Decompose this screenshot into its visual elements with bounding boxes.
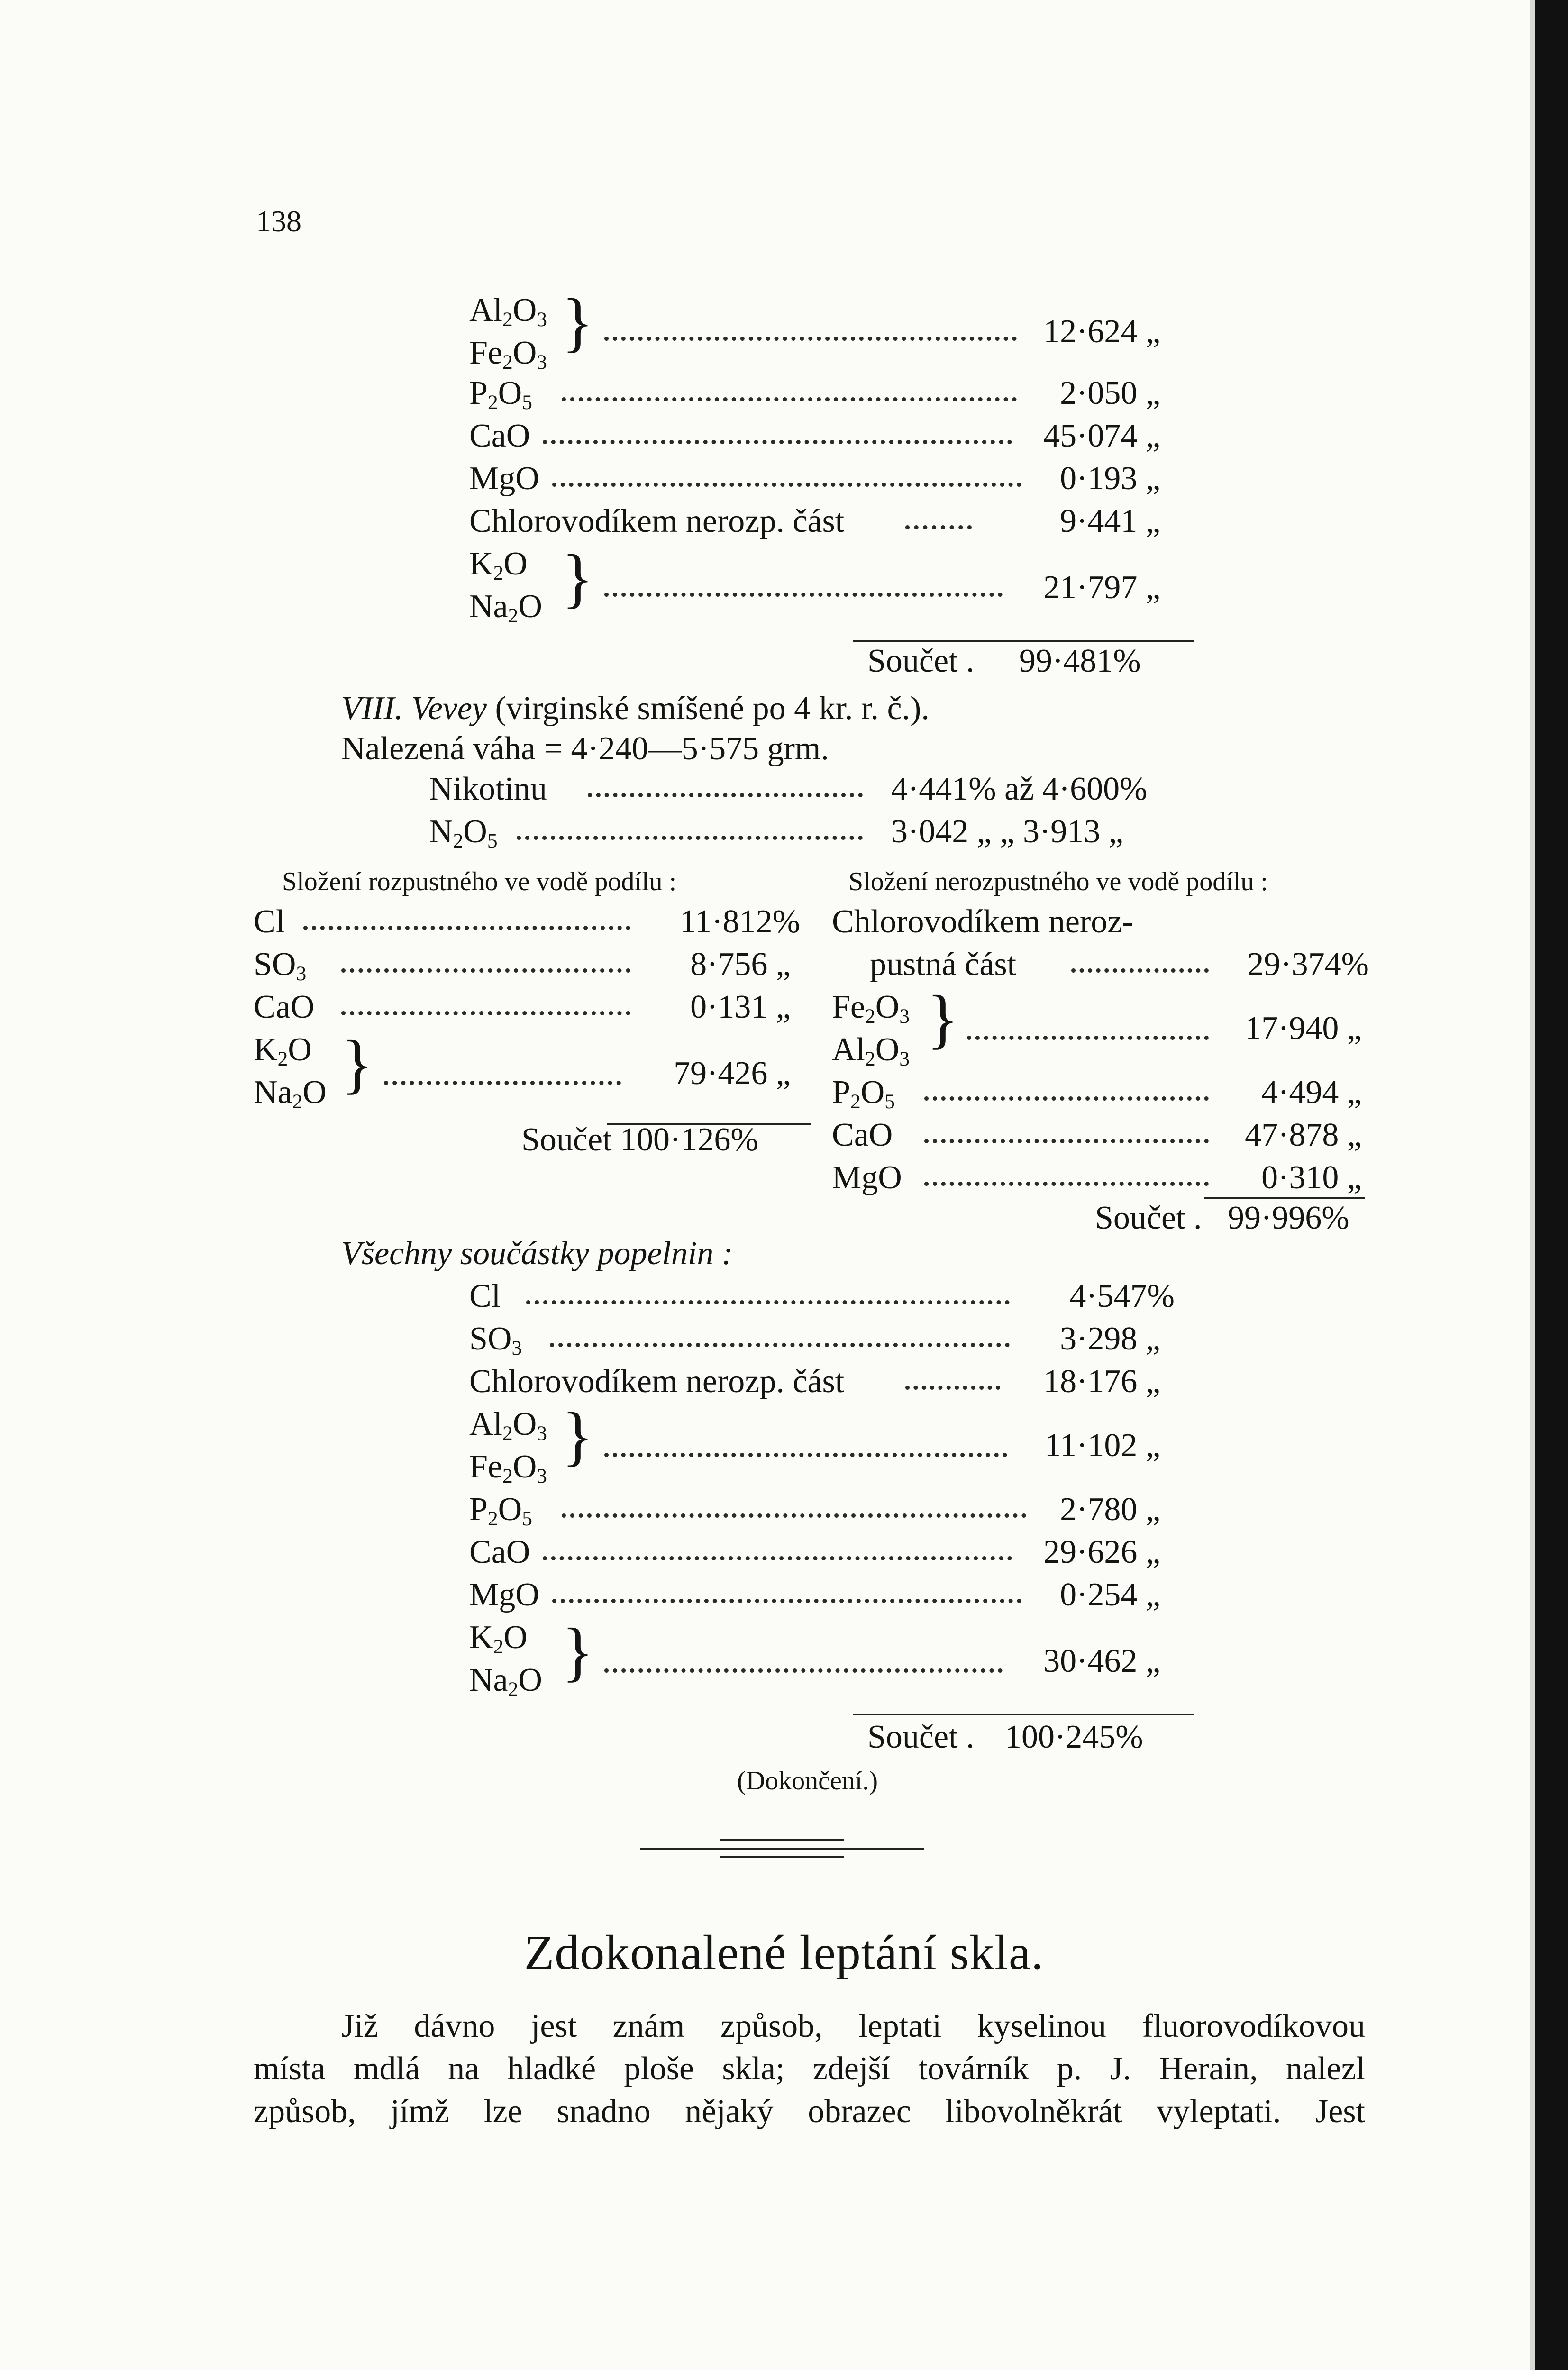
sum-label: Součet . <box>1095 1200 1202 1236</box>
section-heading-rest: (virginské smíšené po 4 kr. r. č.). <box>495 690 930 727</box>
sum-rule <box>853 1714 1194 1715</box>
dot-leader <box>604 337 1017 341</box>
scan-border <box>1535 0 1568 2370</box>
sum-value: 100·245% <box>1005 1719 1143 1755</box>
row-label: $Al_2O_3$ <box>469 292 547 331</box>
row-value: 2·780 „ <box>1060 1491 1160 1528</box>
section-name: Vevey <box>411 690 487 727</box>
row-label: $Fe_2O_3$ <box>469 335 547 374</box>
dot-leader <box>562 397 1017 401</box>
brace-icon: } <box>562 541 594 615</box>
row-label: $K_2O$ <box>254 1031 312 1070</box>
row-label: CaO <box>469 1534 530 1570</box>
section-number: VIII. <box>341 690 403 727</box>
sum-value: 99·996% <box>1228 1200 1349 1236</box>
row-value: 0·310 „ <box>1261 1159 1362 1196</box>
nicotine-value: 4·441% až 4·600% <box>891 771 1148 807</box>
row-value: 4·547% <box>1069 1278 1175 1314</box>
row-label: Cl <box>469 1278 501 1314</box>
row-label: Chlorovodíkem nerozp. část <box>469 503 845 539</box>
row-value: 4·494 „ <box>1261 1074 1362 1111</box>
row-label: $K_2O$ <box>469 1619 528 1658</box>
row-value: 9·441 „ <box>1060 503 1160 539</box>
row-label: $P_2O_5$ <box>469 375 532 414</box>
section-heading <box>341 690 930 728</box>
separator-rule <box>640 1848 924 1850</box>
row-value: 2·050 „ <box>1060 375 1160 411</box>
dot-leader <box>543 440 1012 444</box>
row-label: $Na_2O$ <box>469 588 542 627</box>
dot-leader <box>924 1096 1209 1101</box>
row-label: $SO_3$ <box>254 946 307 985</box>
scan-border-light <box>1530 0 1535 2370</box>
brace-icon: } <box>927 982 959 1056</box>
row-label: $Fe_2O_3$ <box>469 1449 547 1487</box>
row-label: MgO <box>469 460 539 497</box>
column-header: Složení nerozpustného ve vodě podílu : <box>848 867 1268 896</box>
row-value: 8·756 „ <box>690 946 791 983</box>
brace-icon: } <box>562 1399 594 1473</box>
dot-leader <box>303 926 630 930</box>
row-value: 0·131 „ <box>690 989 791 1025</box>
dot-leader <box>341 1011 630 1015</box>
dot-leader <box>543 1556 1012 1560</box>
row-label: $Al_2O_3$ <box>832 1031 910 1070</box>
dot-leader <box>341 968 630 973</box>
section-heading: Všechny součástky popelnin : <box>341 1235 733 1272</box>
row-value: 21·797 „ <box>1043 569 1160 606</box>
row-label: Cl <box>254 903 285 940</box>
row-value: 30·462 „ <box>1043 1643 1160 1679</box>
row-value: 29·626 „ <box>1043 1534 1160 1570</box>
row-label: Chlorovodíkem neroz- <box>832 903 1133 940</box>
row-value: 45·074 „ <box>1043 418 1160 454</box>
row-label: $Al_2O_3$ <box>469 1406 547 1445</box>
sum-value: 99·481% <box>1019 643 1141 679</box>
row-value: 11·812% <box>679 903 800 940</box>
row-value: 47·878 „ <box>1245 1117 1362 1153</box>
separator-rule <box>720 1856 844 1858</box>
row-label: MgO <box>469 1577 539 1613</box>
sum-total: Součet 100·126% <box>521 1121 758 1158</box>
row-value: 11·102 „ <box>1044 1427 1160 1464</box>
article-line: místa mdlá na hladké ploše skla; zdejší továrník p. J. Herain, nalezl <box>254 2051 1365 2087</box>
page-number: 138 <box>256 204 301 238</box>
row-value: 0·254 „ <box>1060 1577 1160 1613</box>
dot-leader <box>517 836 863 840</box>
article-line: způsob, jímž lze snadno nějaký obrazec libovolněkrát vyleptati. Jest <box>254 2093 1365 2130</box>
dot-leader <box>588 793 863 797</box>
dot-leader <box>526 1300 1010 1304</box>
dot-leader <box>924 1139 1209 1143</box>
row-label: $K_2O$ <box>469 546 528 584</box>
brace-icon: } <box>562 1615 594 1688</box>
row-label: CaO <box>469 418 530 454</box>
row-label: CaO <box>254 989 315 1025</box>
row-value: 29·374% <box>1247 946 1369 983</box>
row-label: MgO <box>832 1159 902 1196</box>
row-label: pustná část <box>870 946 1017 983</box>
dot-leader <box>562 1513 1026 1518</box>
article-title: Zdokonalené leptání skla. <box>524 1925 1044 1980</box>
closing-note: (Dokončení.) <box>737 1766 878 1796</box>
dot-leader <box>550 1343 1010 1347</box>
row-label: Chlorovodíkem nerozp. část <box>469 1363 845 1400</box>
article-line: Již dávno jest znám způsob, leptati kyselinou fluorovodíkovou <box>341 2008 1365 2044</box>
row-label: $P_2O_5$ <box>832 1074 895 1113</box>
separator-rule <box>720 1839 844 1841</box>
row-value: 18·176 „ <box>1043 1363 1160 1400</box>
sum-rule <box>853 640 1194 642</box>
row-value: 17·940 „ <box>1245 1010 1362 1047</box>
sum-label: Součet . <box>867 643 975 679</box>
dot-leader <box>604 1668 1003 1673</box>
dot-leader <box>552 1599 1021 1603</box>
row-value: 0·193 „ <box>1060 460 1160 497</box>
dot-leader <box>604 1453 1007 1457</box>
n2o5-value: 3·042 „ „ 3·913 „ <box>891 813 1123 850</box>
dot-leader <box>905 1386 1000 1390</box>
row-label: $Fe_2O_3$ <box>832 989 910 1028</box>
brace-icon: } <box>341 1027 374 1101</box>
row-value: 12·624 „ <box>1043 313 1160 350</box>
dot-leader <box>384 1081 621 1085</box>
weight-line: Nalezená váha = 4·240—5·575 grm. <box>341 730 829 767</box>
dot-leader <box>967 1036 1209 1040</box>
brace-icon: } <box>562 285 594 359</box>
dot-leader <box>604 592 1003 597</box>
dot-leader <box>1071 968 1209 973</box>
nicotine-label: Nikotinu <box>429 771 547 807</box>
row-value: 3·298 „ <box>1060 1321 1160 1357</box>
row-value: 79·426 „ <box>674 1055 791 1092</box>
row-label: $Na_2O$ <box>254 1074 327 1113</box>
row-label: $SO_3$ <box>469 1321 522 1359</box>
dot-leader <box>905 525 972 529</box>
column-header: Složení rozpustného ve vodě podílu : <box>282 867 677 896</box>
dot-leader <box>552 483 1021 487</box>
sum-rule <box>1204 1197 1365 1199</box>
dot-leader <box>924 1182 1209 1186</box>
row-label: $P_2O_5$ <box>469 1491 532 1530</box>
row-label: $Na_2O$ <box>469 1662 542 1701</box>
n2o5-label: $N_2O_5$ <box>429 813 498 852</box>
row-label: CaO <box>832 1117 893 1153</box>
sum-label: Součet . <box>867 1719 975 1755</box>
